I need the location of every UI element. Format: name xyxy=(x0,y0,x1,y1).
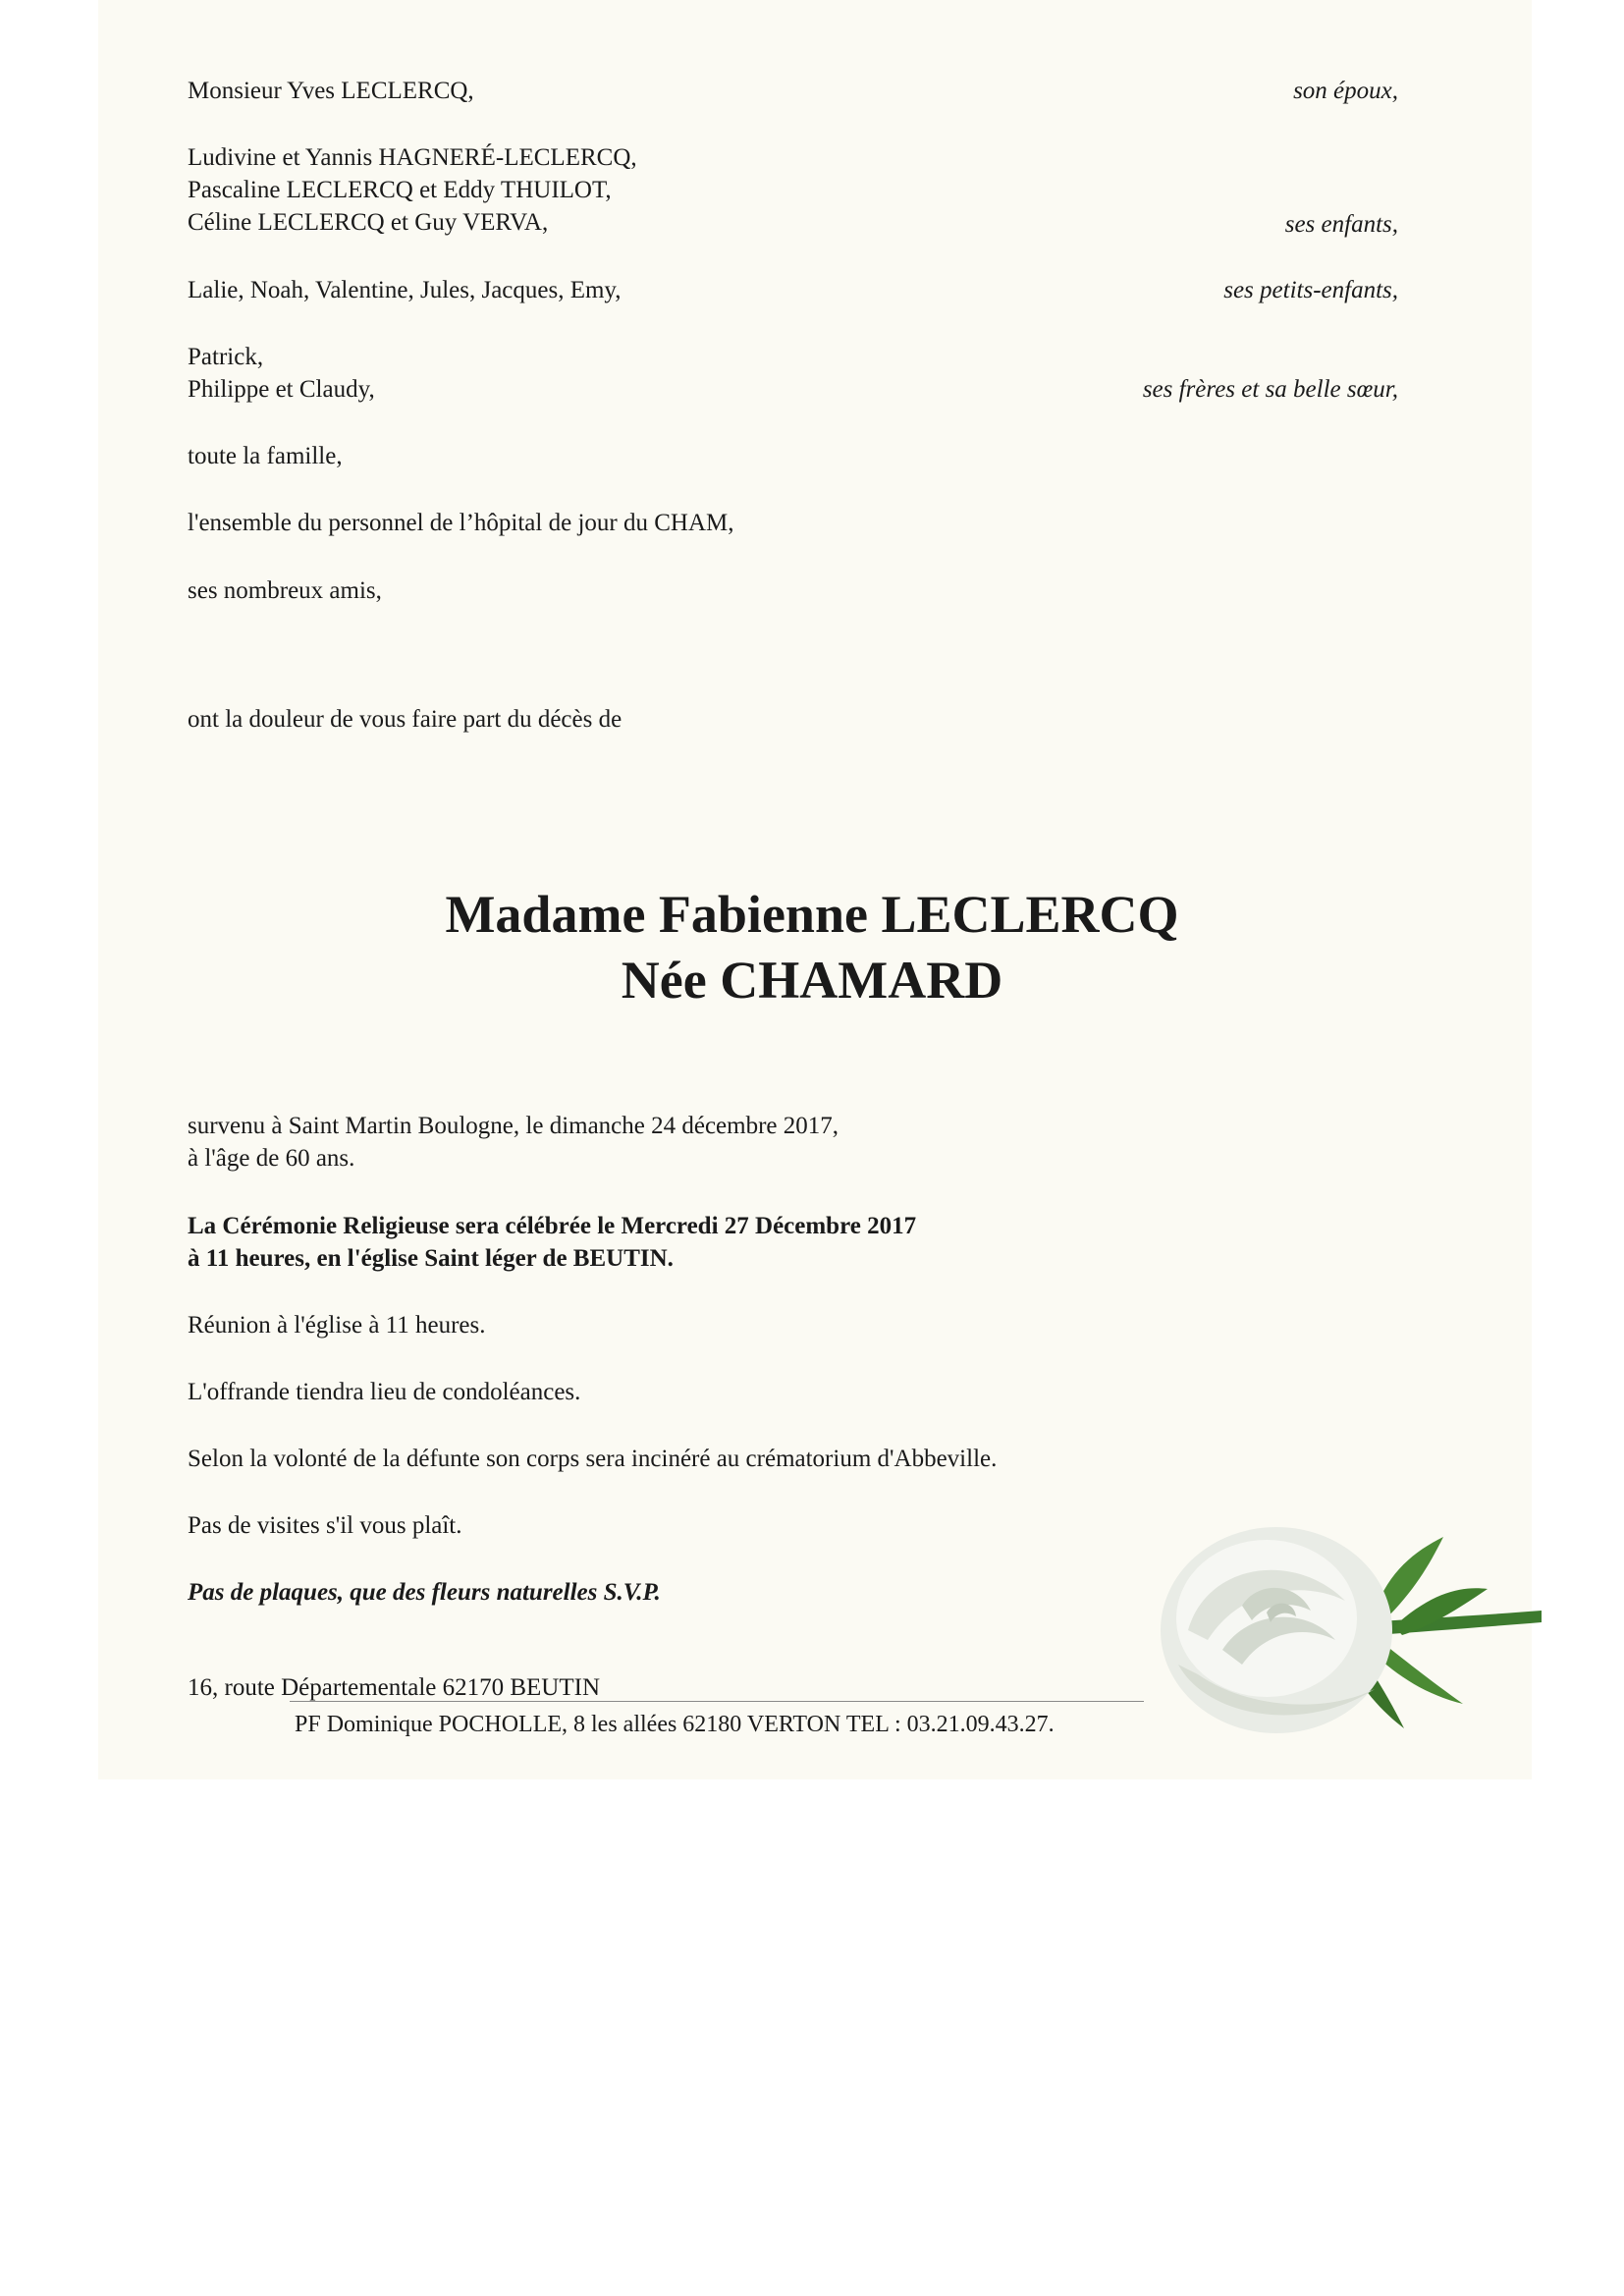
cremation-info: Selon la volonté de la défunte son corps sera incinéré au crématorium d'Abbeville. xyxy=(188,1446,998,1472)
visits-info: Pas de visites s'il vous plaît. xyxy=(188,1512,462,1539)
announcement-line: ont la douleur de vous faire part du décès de xyxy=(188,706,623,733)
siblings-role: ses frères et sa belle sœur, xyxy=(1142,376,1398,403)
deceased-name: Madame Fabienne LECLERCQ xyxy=(445,885,1179,944)
child-line-3: Céline LECLERCQ et Guy VERVA, xyxy=(188,209,549,236)
sibling-line-1: Patrick, xyxy=(188,344,264,370)
whole-family: toute la famille, xyxy=(188,443,343,469)
spouse-role: son époux, xyxy=(1293,78,1398,104)
address-divider xyxy=(290,1701,1144,1702)
children-role: ses enfants, xyxy=(1284,211,1398,238)
child-line-2: Pascaline LECLERCQ et Eddy THUILOT, xyxy=(188,177,612,203)
friends: ses nombreux amis, xyxy=(188,577,382,604)
flowers-info: Pas de plaques, que des fleurs naturelles S.V.P. xyxy=(188,1579,661,1606)
white-rose-icon xyxy=(1149,1493,1542,1748)
child-line-1: Ludivine et Yannis HAGNERÉ-LECLERCQ, xyxy=(188,144,637,171)
death-line-2: à l'âge de 60 ans. xyxy=(188,1145,355,1172)
grandchildren-role: ses petits-enfants, xyxy=(1223,277,1398,303)
meeting-info: Réunion à l'église à 11 heures. xyxy=(188,1312,486,1339)
funeral-director: PF Dominique POCHOLLE, 8 les allées 62180 VERTON TEL : 03.21.09.43.27. xyxy=(295,1712,1055,1737)
offering-info: L'offrande tiendra lieu de condoléances. xyxy=(188,1379,581,1405)
address: 16, route Départementale 62170 BEUTIN xyxy=(188,1674,601,1701)
grandchildren: Lalie, Noah, Valentine, Jules, Jacques, Emy, xyxy=(188,277,622,303)
ceremony-line-2: à 11 heures, en l'église Saint léger de BEUTIN. xyxy=(188,1245,674,1272)
death-line-1: survenu à Saint Martin Boulogne, le dimanche 24 décembre 2017, xyxy=(188,1113,839,1139)
hospital-staff: l'ensemble du personnel de l’hôpital de jour du CHAM, xyxy=(188,510,734,536)
sibling-line-2: Philippe et Claudy, xyxy=(188,376,375,403)
ceremony-line-1: La Cérémonie Religieuse sera célébrée le Mercredi 27 Décembre 2017 xyxy=(188,1213,917,1239)
deceased-maiden-name: Née CHAMARD xyxy=(621,951,1003,1010)
spouse-name: Monsieur Yves LECLERCQ, xyxy=(188,78,474,104)
